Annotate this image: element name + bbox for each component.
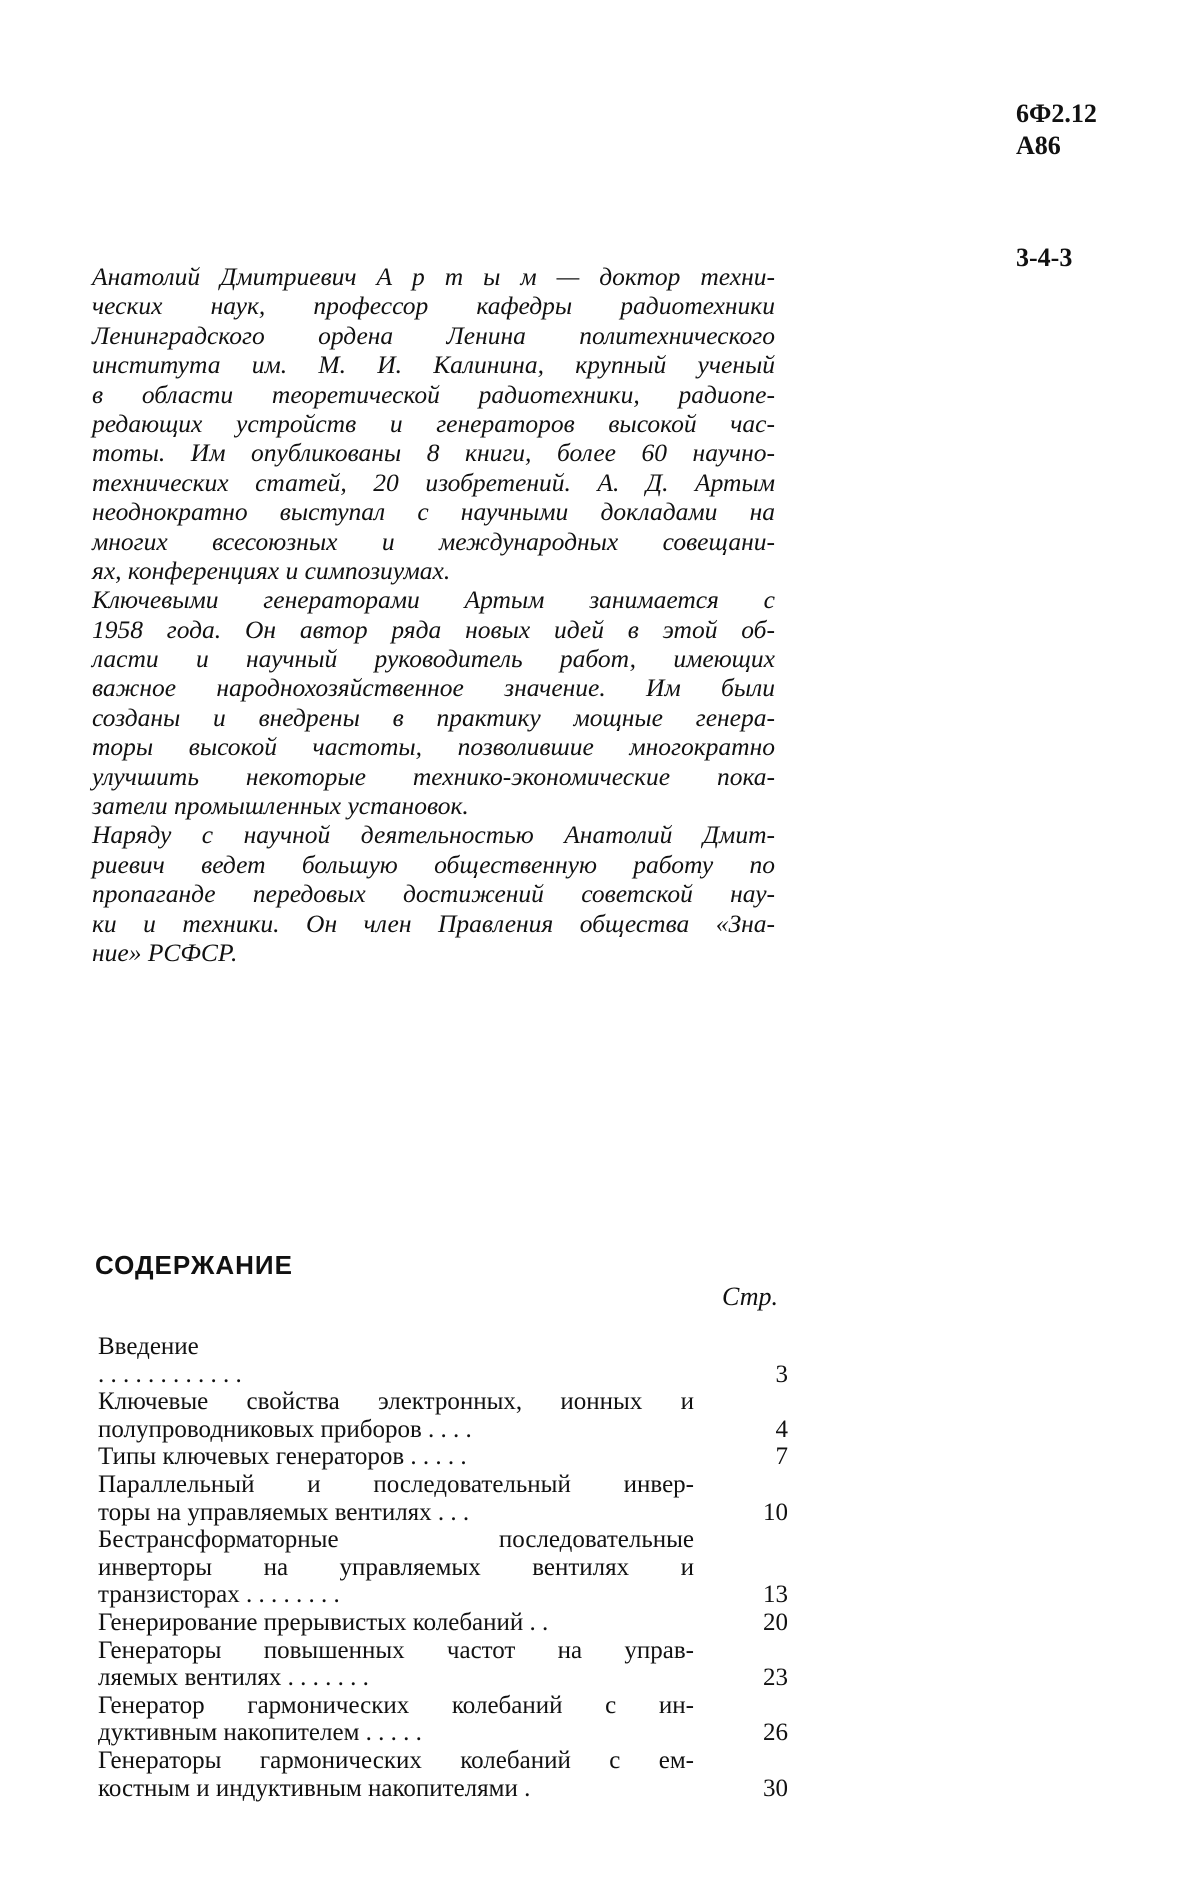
toc-entry-line: транзисторах . . . . . . . . (98, 1581, 340, 1609)
bio-line: торы высокой частоты, позволившие многократно (92, 732, 775, 762)
bio-line: в области теоретической радиотехники, радиопе- (92, 379, 775, 409)
toc-entry-page-number: 3 (775, 1360, 788, 1388)
bio-line: редающих устройств и генераторов высокой час- (92, 408, 775, 438)
author-biography (92, 262, 775, 967)
toc-entry-line: Ключевые свойства электронных, ионных и (98, 1388, 694, 1416)
toc-entry-line: костным и индуктивным накопителями . (98, 1774, 531, 1802)
toc-entry[interactable] (98, 1692, 788, 1747)
toc-entry-line: Генерирование прерывистых колебаний . . (98, 1608, 549, 1636)
bio-line: улучшить некоторые технико-экономические пока- (92, 761, 775, 791)
bio-line: ях, конференциях и симпозиумах. (92, 555, 451, 585)
bio-line: тоты. Им опубликованы 8 книги, более 60 научно- (92, 438, 775, 468)
toc-entry-line: инверторы на управляемых вентилях и (98, 1553, 694, 1581)
bio-line: затели промышленных установок. (92, 791, 469, 821)
bio-line: института им. М. И. Калинина, крупный ученый (92, 350, 775, 380)
toc-entry-page-number: 23 (763, 1664, 788, 1692)
toc-entry-page-number: 4 (775, 1415, 788, 1443)
toc-entry[interactable] (98, 1443, 788, 1471)
toc-entry-line: торы на управляемых вентилях . . . (98, 1498, 470, 1526)
toc-entry-title (98, 1747, 694, 1802)
toc-entry-title (98, 1526, 694, 1609)
bio-line: многих всесоюзных и международных совещани- (92, 526, 775, 556)
toc-entry-title (98, 1471, 694, 1526)
publication-sign: 3-4-3 (1016, 243, 1073, 272)
toc-entry-line: Генераторы гармонических колебаний с ем- (98, 1746, 694, 1774)
toc-entry-line: Типы ключевых генераторов . . . . . (98, 1443, 467, 1471)
bio-line: 1958 года. Он автор ряда новых идей в этой об- (92, 614, 775, 644)
toc-entry-page-number: 10 (763, 1498, 788, 1526)
toc-entry-page-number: 30 (763, 1774, 788, 1802)
toc-entry-line: Параллельный и последовательный инвер- (98, 1470, 694, 1498)
bio-line: пропаганде передовых достижений советской нау- (92, 879, 775, 909)
toc-entry-page-number: 26 (763, 1719, 788, 1747)
bio-line: важное народнохозяйственное значение. Им были (92, 673, 775, 703)
toc-entry-title (98, 1388, 694, 1443)
toc-entry[interactable] (98, 1526, 788, 1609)
bio-line: Ключевыми генераторами Артым занимается с (92, 585, 775, 615)
bio-line: ческих наук, профессор кафедры радиотехники (92, 291, 775, 321)
toc-entry-page-number: 7 (775, 1443, 788, 1471)
toc-entry-line: полупроводниковых приборов . . . . (98, 1415, 472, 1443)
toc-page-column-header: Стр. (722, 1282, 778, 1311)
bio-line: Анатолий Дмитриевич А р т ы м — доктор техни- (92, 262, 775, 291)
toc-entry[interactable] (98, 1471, 788, 1526)
bio-line: Ленинградского ордена Ленина политехнического (92, 320, 775, 350)
toc-entry[interactable] (98, 1637, 788, 1692)
toc-entry-line: Генератор гармонических колебаний с ин- (98, 1691, 694, 1719)
bio-line: ласти и научный руководитель работ, имеющих (92, 644, 775, 674)
toc-entry-line: Генераторы повышенных частот на управ- (98, 1636, 694, 1664)
toc-entry[interactable] (98, 1609, 788, 1637)
toc-entry[interactable] (98, 1388, 788, 1443)
toc-entry-title (98, 1637, 694, 1692)
bio-line: риевич ведет большую общественную работу по (92, 849, 775, 879)
toc-entry-title (98, 1443, 694, 1471)
toc-entry-title (98, 1609, 694, 1637)
toc-entry-line: . . . . . . . . . . . . (98, 1360, 242, 1388)
toc-entry[interactable] (98, 1333, 788, 1388)
toc-entry-line: дуктивным накопителем . . . . . (98, 1719, 422, 1747)
table-of-contents (98, 1333, 788, 1802)
toc-entry-page-number: 13 (763, 1581, 788, 1609)
classification-line-2: А86 (1016, 131, 1061, 160)
toc-entry-line: Введение (98, 1333, 199, 1360)
bio-line: неоднократно выступал с научными докладами на (92, 497, 775, 527)
toc-entry-title (98, 1333, 694, 1388)
toc-entry-line: ляемых вентилях . . . . . . . (98, 1664, 369, 1692)
bio-line: ние» РСФСР. (92, 937, 238, 967)
library-classification-code (1016, 98, 1097, 162)
bio-line: Наряду с научной деятельностью Анатолий Дмит- (92, 820, 775, 850)
bio-line: созданы и внедрены в практику мощные генера- (92, 702, 775, 732)
bio-line: технических статей, 20 изобретений. А. Д. Артым (92, 467, 775, 497)
toc-heading: СОДЕРЖАНИЕ (95, 1250, 293, 1280)
classification-line-1: 6Ф2.12 (1016, 99, 1097, 128)
toc-entry-line: Бестрансформаторные последовательные (98, 1526, 694, 1554)
bio-line: ки и техники. Он член Правления общества «Зна- (92, 908, 775, 938)
toc-entry-page-number: 20 (763, 1608, 788, 1636)
toc-entry[interactable] (98, 1747, 788, 1802)
toc-entry-title (98, 1692, 694, 1747)
